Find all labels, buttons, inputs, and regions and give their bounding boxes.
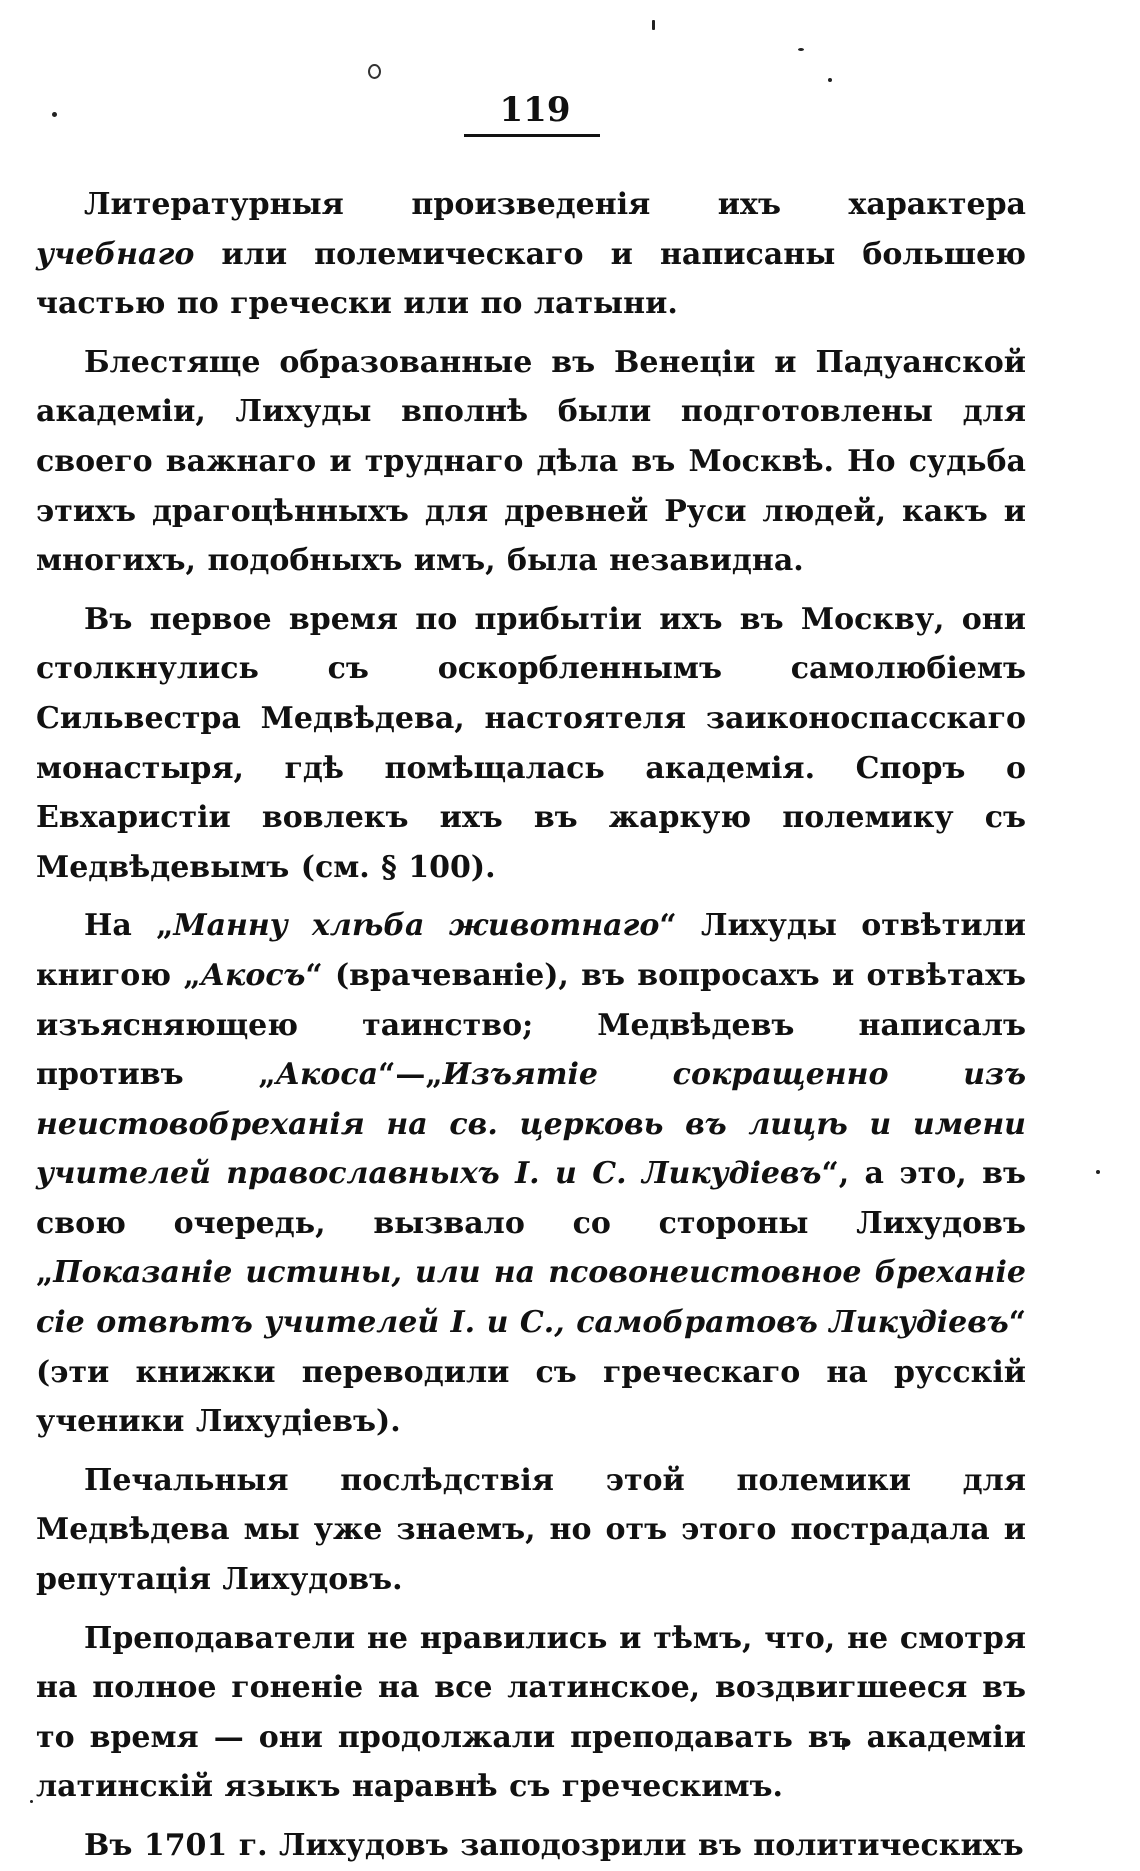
italic-text-run: Изъятіе сокращенно изъ неистовобреханія на св. церковь въ лицѣ и имени учителей православныхъ І. и С. Ликудіевъ [36,1057,1027,1192]
text-run: Литературныя произведенія ихъ характера [84,187,1026,222]
text-run: Въ 1701 г. Лихудовъ заподозрили въ политическихъ [84,1828,1024,1863]
print-speck [1096,1170,1100,1174]
paragraph [36,595,1026,893]
paragraph [36,1614,1026,1812]
print-speck [652,20,655,30]
page-number: 119 [499,90,571,130]
text-run: “ (эти книжки переводили съ греческаго на русскій ученики Лихудіевъ). [36,1305,1026,1440]
page-header [0,78,1140,148]
italic-text-run: учебнаго [36,236,195,272]
text-run: “ (врачеваніе), въ вопросахъ и отвѣтахъ изъясняющею таинство; Медвѣдевъ написалъ противъ „ [36,957,1026,1093]
text-run: “ Лихуды отвѣтили книгою „ [36,908,1026,993]
italic-text-run: Акосъ [200,957,306,993]
paragraph [36,1456,1026,1605]
print-speck [368,64,381,79]
page-number-rule [464,134,600,137]
text-run: “—„ [378,1057,443,1093]
text-run: или полемическаго и написаны большею частью по гречески или по латыни. [36,236,1026,322]
text-run: Печальныя послѣдствія этой полемики для Медвѣдева мы уже знаемъ, но отъ этого пострадала и репутація Лихудовъ. [36,1462,1026,1598]
text-run: “, а это, въ свою очередь, вызвало со стороны Лихудовъ „ [36,1156,1026,1291]
text-run: Въ первое время по прибытіи ихъ въ Москву, они столкнулись съ оскорбленнымъ самолюбіемъ Сильвестра Медвѣдева, настоятеля заиконоспасскаго монастыря, гдѣ помѣщалась академія. Споръ о Евхаристіи вовлекъ ихъ въ жаркую полемику съ Медвѣдевымъ (см. § 100). [36,601,1026,885]
print-speck [798,48,804,51]
text-run: На „ [84,908,174,944]
paragraph [36,1821,1026,1871]
paragraph [36,338,1026,586]
paragraph [36,180,1026,329]
text-run: Блестяще образованные въ Венеціи и Падуанской академіи, Лихуды вполнѣ были подготовлены для своего важнаго и труднаго дѣла въ Москвѣ. Но судьба этихъ драгоцѣнныхъ для древней Руси людей, какъ и многихъ, подобныхъ имъ, была незавидна. [36,344,1026,579]
italic-text-run: Показаніе истины, или на псовонеистовное бреханіе сіе отвѣтъ учителей І. и С., самобратовъ Ликудіевъ [36,1255,1026,1341]
text-run: Преподаватели не нравились и тѣмъ, что, не смотря на полное гоненіе на все латинское, воздвигшееся въ то время — они продолжали преподавать въ академіи латинскій языкъ наравнѣ съ греческимъ. [36,1620,1026,1805]
body-text [36,180,1026,1871]
paragraph [36,901,1026,1447]
italic-text-run: Манну хлѣба животнаго [173,908,660,944]
print-speck [30,1800,33,1803]
italic-text-run: Акоса [275,1057,379,1093]
